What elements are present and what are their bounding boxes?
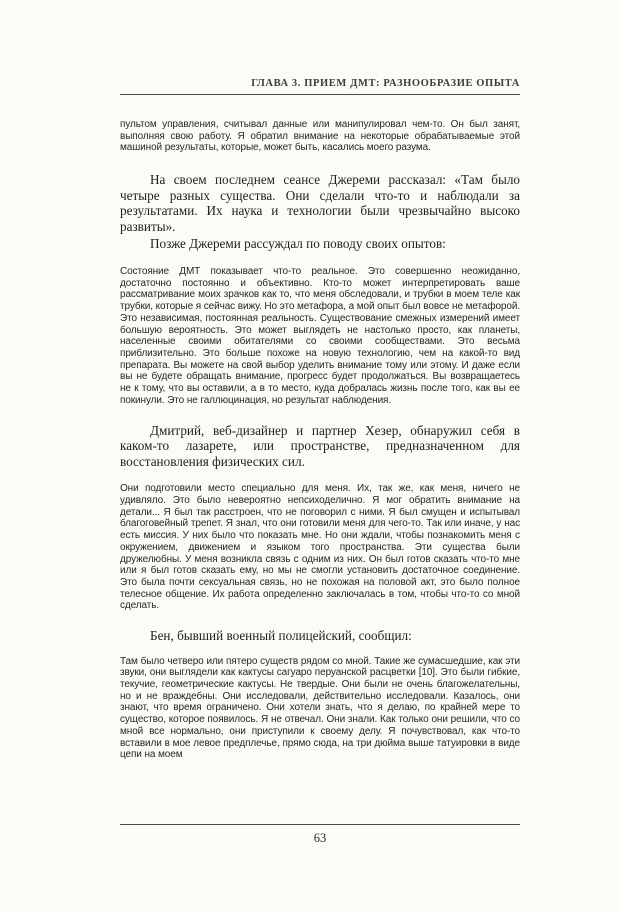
quote-paragraph: пультом управления, считывал данные или манипулировал чем-то. Он был занят, выполняя свою работу. Я обратил внимание на некоторые обрабатываемые этой машиной результаты, которые, может быть, касались моего разума. (120, 119, 520, 154)
header-rule (120, 94, 520, 95)
body-paragraph: Бен, бывший военный полицейский, сообщил: (150, 628, 412, 644)
body-paragraph: Дмитрий, веб-дизайнер и партнер Хезер, обнаружил себя в каком-то лазарете, или пространстве, предназначенном для восстановления физических сил. (120, 422, 520, 469)
body-paragraph: На своем последнем сеансе Джереми рассказал: «Там было четыре разных существа. Они сделали что-то и наблюдали за результатами. Их наука и технологии были чрезвычайно высоко развиты». (120, 172, 520, 234)
body-paragraph: Позже Джереми рассуждал по поводу своих опытов: (150, 236, 446, 252)
chapter-header: ГЛАВА 3. ПРИЕМ ДМТ: РАЗНООБРАЗИЕ ОПЫТА (251, 78, 520, 89)
quote-paragraph: Они подготовили место специально для меня. Их, так же, как меня, ничего не удивляло. Это было невероятно непсиходелично. Я мог обратить внимание на детали... Я был так расстроен, что не поговорил с ними. Я был смущен и испытывал благоговейный трепет. Я знал, что они готовили меня для чего-то. Так или иначе, у нас есть миссия. У них было что показать мне. Но они ждали, чтобы познакомить меня с окружением, движением и языком того пространства. Эти существа были дружелюбны. У меня возникла связь с одним из них. Он был готов сказать что-то мне или я был готов сказать ему, но мы не смогли установить достаточное соединение. Это была почти сексуальная связь, но не похожая на половой акт, это было полное телесное общение. Их работа определенно заключалась в том, чтобы что-то со мной сделать. (120, 483, 520, 612)
page-footer (120, 824, 520, 846)
footer-rule (120, 824, 520, 825)
page-number: 63 (313, 831, 327, 845)
page-content (120, 119, 520, 761)
quote-paragraph: Там было четверо или пятеро существ рядом со мной. Такие же сумасшедшие, как эти звуки, они выглядели как кактусы сагуаро перуанской расцветки [10]. Это были гибкие, текучие, геометрические кактусы. Не твердые. Они были не очень благожелательны, но и не враждебны. Они исследовали, действительно исследовали. Казалось, они знают, что время ограничено. Они хотели знать, что я делаю, по крайней мере то существо, которое появилось. Я не отвечал. Они знали. Как только они решили, что со мной все нормально, они приступили к своему делу. Я почувствовал, как что-то вставили в мое левое предплечье, прямо сюда, на три дюйма выше татуировки в виде цепи на моем (120, 655, 520, 761)
quote-paragraph: Состояние ДМТ показывает что-то реальное. Это совершенно неожиданно, достаточно постоянно и объективно. Кто-то может интерпретировать ваше рассматривание моих зрачков как то, что меня обследовали, и трубки в моем теле как трубки, которые я сейчас вижу. Но это метафора, а мой опыт был вовсе не метафорой. Это независимая, постоянная реальность. Существование смежных измерений имеет большую вероятность. Это может выглядеть не настолько просто, как планеты, населенные своими обитателями со своими сообществами. Это весьма приблизительно. Это больше похоже на новую технологию, чем на какой-то вид препарата. Вы можете на свой выбор уделить внимание тому или этому. И даже если вы не будете обращать внимание, прогресс будет продолжаться. Вы возвращаетесь не к тому, что вы оставили, а в то место, куда добралась жизнь после того, как вы ее покинули. Это не галлюцинация, но результат наблюдения. (120, 266, 520, 406)
running-header (120, 78, 520, 95)
